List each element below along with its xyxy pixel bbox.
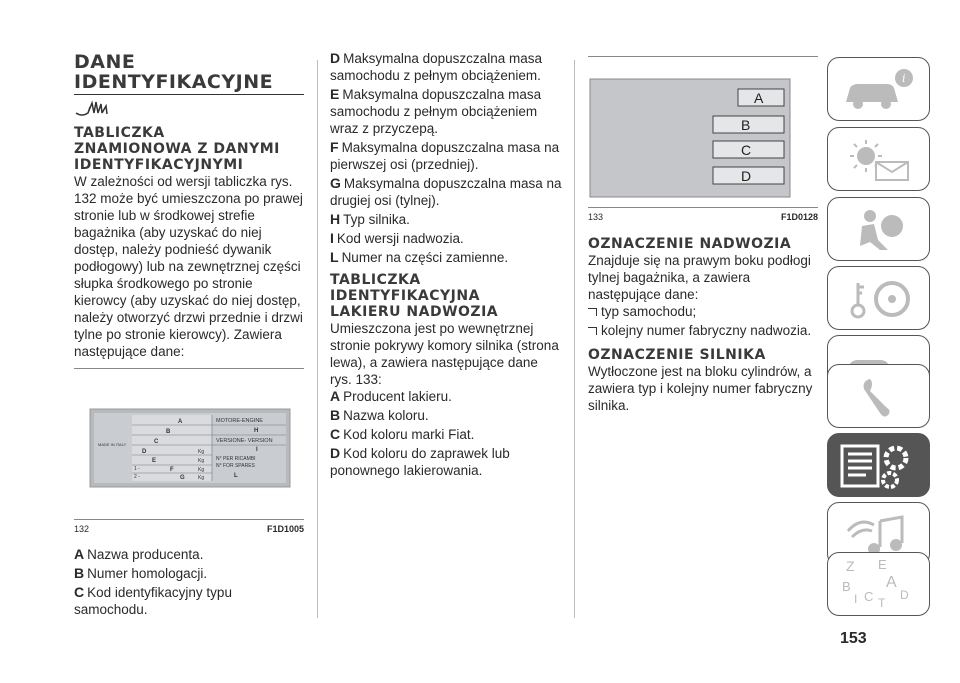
paint-plate-intro: Umieszczona jest po wewnętrznej stronie pokrywy komory silnika (strona lewa), a zawiera następujące dane rys. 133: — [330, 321, 559, 387]
list-item: B Numer homologacji. — [74, 565, 208, 581]
column-divider — [574, 60, 575, 618]
list-item: C Kod koloru marki Fiat. — [330, 426, 475, 442]
tab-specs-gear[interactable] — [827, 433, 930, 497]
plate-motore: MOTORE-ENGINE — [216, 418, 263, 424]
svg-text:Z: Z — [846, 558, 855, 574]
plate-label-B: B — [166, 429, 171, 435]
tab-airbag[interactable] — [827, 197, 930, 261]
bullet-item: kolejny numer fabryczny nadwozia. — [588, 322, 818, 339]
list-item: C Kod identyfikacyjny typu samochodu. — [74, 584, 232, 617]
tab-wrench[interactable] — [827, 364, 930, 428]
plate-label-E: E — [152, 458, 157, 464]
list-item: I Kod wersji nadwozia. — [330, 230, 464, 246]
column-1 — [74, 48, 304, 620]
paint-plate-items — [330, 388, 562, 479]
plate-label-B: B — [741, 117, 751, 133]
figure-code: F1D0128 — [780, 212, 818, 222]
figure-132 — [74, 369, 304, 519]
tab-lights-mail[interactable] — [827, 127, 930, 191]
tab-key-wheel[interactable] — [827, 266, 930, 330]
plate-label-2: 2 - — [134, 474, 140, 480]
plate-versione: VERSIONE- VERSION — [216, 438, 273, 444]
figure-132-caption — [74, 524, 304, 534]
alphabet-index-icon — [840, 555, 920, 611]
plate-label-1: 1 - — [134, 466, 140, 472]
plate-kg-3: Kg — [198, 467, 205, 473]
list-item: L Numer na części zamienne. — [330, 249, 509, 265]
svg-text:I: I — [854, 592, 858, 606]
specs-gear-icon — [840, 442, 920, 490]
column-divider — [317, 60, 318, 618]
section-title-nameplate: TABLICZKA ZNAMIONOWA Z DANYMI IDENTYFIKACYJNYMI — [74, 125, 280, 173]
figure-caption-rule — [74, 519, 304, 520]
list-item: G Maksymalna dopuszczalna masa na drugiej osi (tylnej). — [330, 175, 562, 208]
figure-133-caption — [588, 212, 818, 222]
svg-text:T: T — [878, 596, 886, 610]
svg-text:i: i — [902, 72, 906, 85]
plate-label-I: I — [256, 447, 258, 453]
paint-plate-illustration — [588, 57, 818, 207]
tab-alphabet-index[interactable] — [827, 552, 930, 616]
nameplate-illustration — [74, 369, 304, 519]
nameplate-items-2 — [330, 50, 562, 266]
airbag-icon — [840, 206, 920, 254]
plate-label-F: F — [170, 467, 174, 473]
plate-label-C: C — [741, 142, 752, 158]
figure-number: 133 — [588, 212, 604, 222]
figure-number: 132 — [74, 524, 90, 534]
engine-marking-text: Wytłoczone jest na bloku cylindrów, a zawiera typ i kolejny numer fabryczny silnika. — [588, 364, 813, 413]
list-item: E Maksymalna dopuszczalna masa samochodu z pełnym obciążeniem wraz z przyczepą. — [330, 86, 542, 136]
page-number: 153 — [840, 630, 867, 647]
bullet-icon — [588, 308, 597, 316]
wrench-icon — [840, 373, 920, 421]
plate-label-A: A — [178, 419, 183, 425]
figure-caption-rule — [588, 207, 818, 208]
plate-label-D: D — [741, 168, 752, 184]
plate-spares: N° FOR SPARES — [216, 463, 255, 469]
column-3 — [588, 56, 818, 414]
section-title-body-marking: OZNACZENIE NADWOZIA — [588, 236, 792, 252]
section-title-paint-plate: TABLICZKA IDENTYFIKACYJNA LAKIERU NADWOZIA — [330, 272, 499, 320]
list-item: A Nazwa producenta. — [74, 546, 204, 562]
bullet-item: typ samochodu; — [588, 303, 818, 320]
list-item: B Nazwa koloru. — [330, 407, 429, 423]
list-item: F Maksymalna dopuszczalna masa na pierwszej osi (przedniej). — [330, 139, 560, 172]
plate-made-in-italy: MADE IN ITALY — [98, 442, 127, 447]
list-item: H Typ silnika. — [330, 211, 410, 227]
key-wheel-icon — [840, 275, 920, 323]
plate-kg-4: Kg — [198, 475, 205, 481]
list-item: A Producent lakieru. — [330, 388, 452, 404]
section-title-engine-marking: OZNACZENIE SILNIKA — [588, 347, 766, 363]
plate-label-A: A — [754, 90, 764, 106]
plate-label-L: L — [234, 473, 238, 479]
plate-ricambi: N° PER RICAMBI — [216, 456, 256, 462]
car-info-icon — [840, 66, 920, 114]
svg-text:C: C — [864, 589, 874, 604]
page-title: DANE IDENTYFIKACYJNE — [74, 51, 274, 93]
column-2 — [330, 50, 562, 481]
list-item: D Maksymalna dopuszczalna masa samochodu z pełnym obciążeniem. — [330, 50, 542, 83]
svg-text:B: B — [842, 579, 851, 594]
plate-kg-1: Kg — [198, 449, 205, 455]
plate-label-D: D — [142, 449, 147, 455]
nameplate-items — [74, 546, 304, 618]
svg-text:D: D — [900, 588, 909, 602]
tab-car-info[interactable] — [827, 57, 930, 121]
fingers-icon — [74, 99, 304, 119]
plate-kg-2: Kg — [198, 458, 205, 464]
figure-133 — [588, 57, 818, 207]
list-item: D Kod koloru do zaprawek lub ponownego lakierowania. — [330, 445, 510, 478]
plate-label-G: G — [180, 475, 185, 481]
title-rule — [74, 94, 304, 95]
bullet-icon — [588, 327, 597, 335]
svg-text:A: A — [886, 574, 897, 591]
lights-mail-icon — [840, 136, 920, 184]
plate-label-H: H — [254, 428, 259, 434]
svg-text:E: E — [878, 557, 887, 572]
body-marking-text: Znajduje się na prawym boku podłogi tylnej bagażnika, a zawiera następujące dane: — [588, 253, 811, 302]
nameplate-intro: W zależności od wersji tabliczka rys. 132 może być umieszczona po prawej stronie lub w środkowej strefie bagażnika (aby uzyskać do niej dostęp, należy podnieść dywanik podłogowy) lub na zewnętrznej części słupka środkowego po stronie kierowcy (aby uzyskać do niej dostęp, należy otworzyć drzwi przednie i drzwi tylne po stronie kierowcy). Zawiera następujące dane: — [74, 174, 303, 359]
plate-label-C: C — [154, 439, 159, 445]
figure-code: F1D1005 — [266, 524, 304, 534]
